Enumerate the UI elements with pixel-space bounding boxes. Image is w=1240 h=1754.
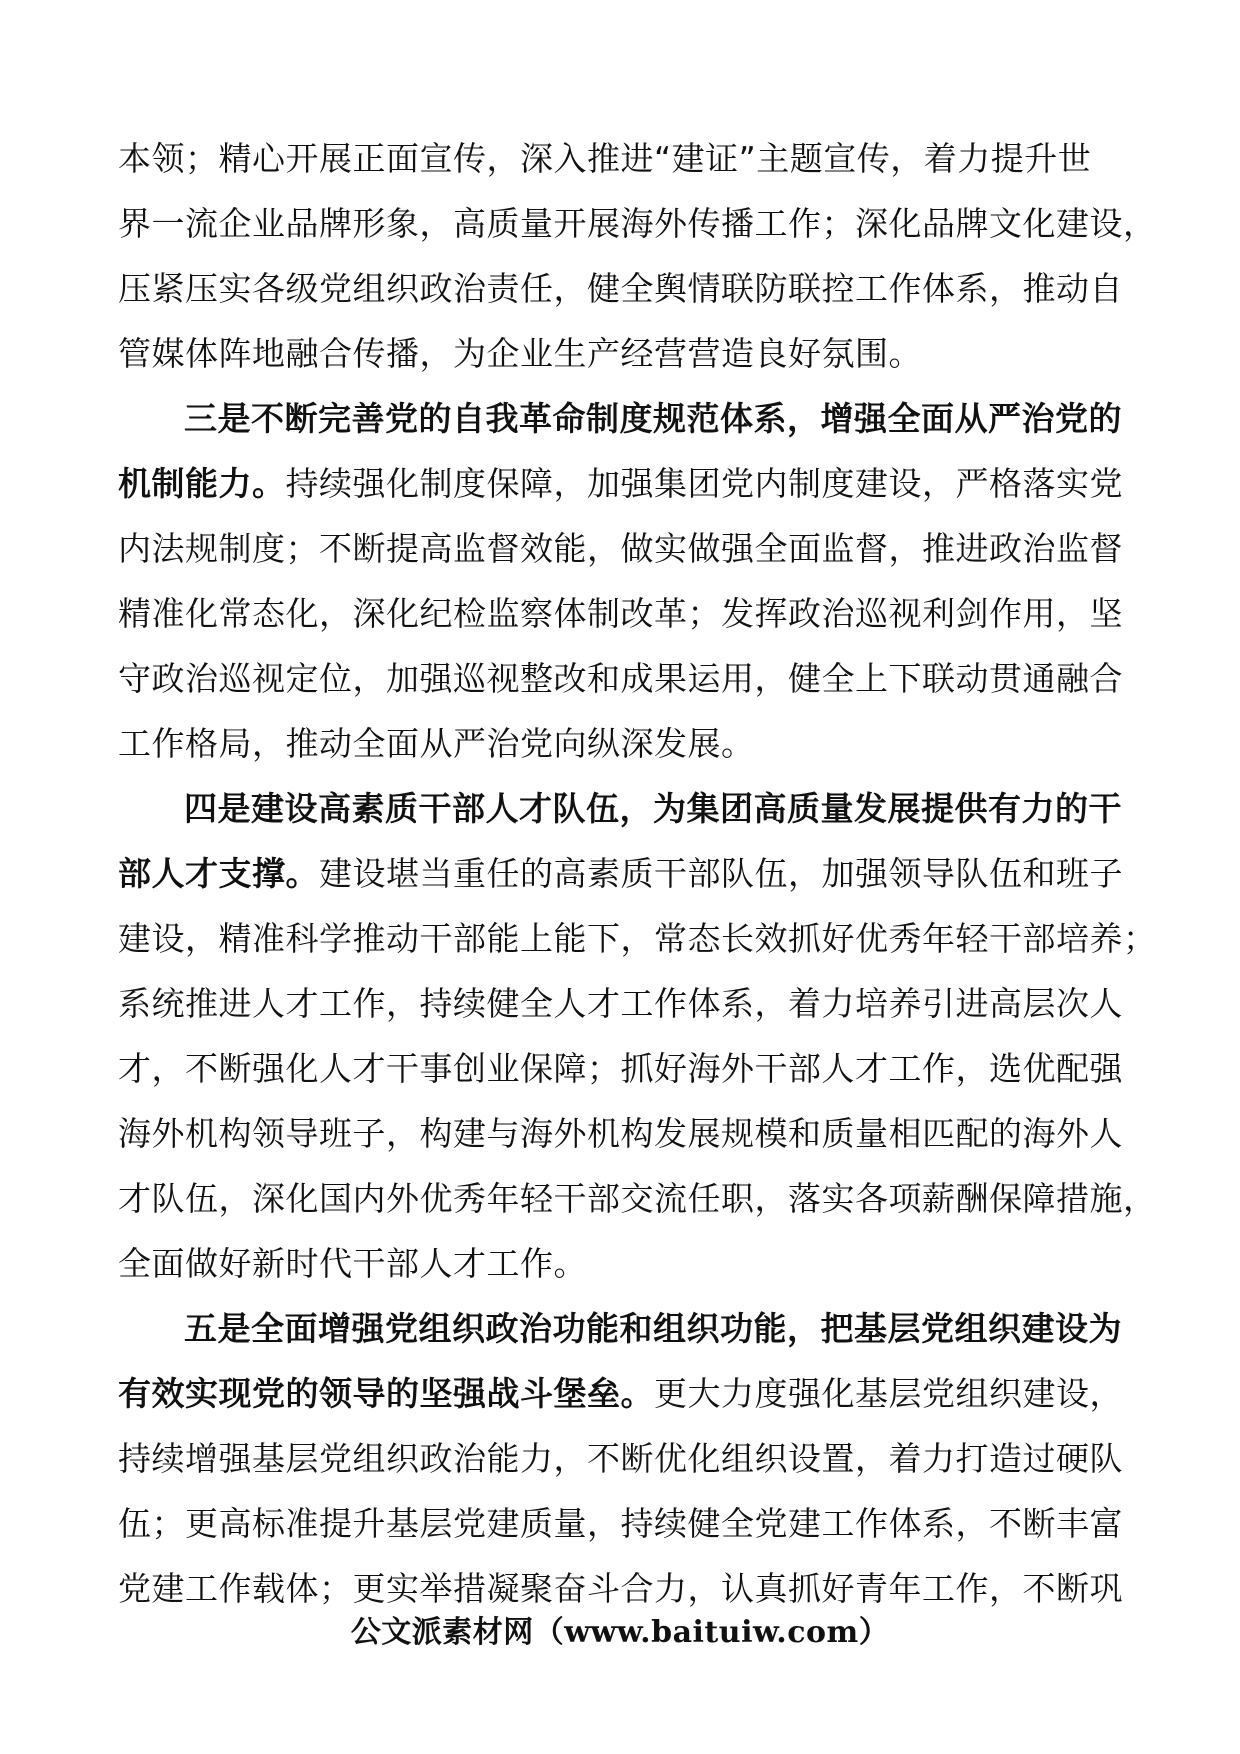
section-heading-3: 三是不断完善党的自我革命制度规范体系，增强全面从严治党的 xyxy=(184,399,1122,438)
section-heading-line xyxy=(118,776,1128,841)
text-line: 建设，精准科学推动干部能上能下，常态长效抓好优秀年轻干部培养； xyxy=(118,919,1157,958)
section-heading-line xyxy=(118,1296,1128,1361)
section-heading-3-end: 机制能力。 xyxy=(118,464,286,503)
text-line: 全面做好新时代干部人才工作。 xyxy=(118,1244,587,1283)
section-heading-5: 五是全面增强党组织政治功能和组织功能，把基层党组织建设为 xyxy=(184,1309,1122,1348)
text-line: 部人才支撑。建设堪当重任的高素质干部队伍，加强领导队伍和班子 xyxy=(118,854,1123,893)
text-line: 守政治巡视定位，加强巡视整改和成果运用，健全上下联动贯通融合 xyxy=(118,659,1123,698)
section-heading-line xyxy=(118,386,1128,451)
text-line: 压紧压实各级党组织政治责任，健全舆情联防联控工作体系，推动自 xyxy=(118,269,1123,308)
section-heading-5-end: 有效实现党的领导的坚强战斗堡垒。 xyxy=(118,1374,654,1413)
text-line: 精准化常态化，深化纪检监察体制改革；发挥政治巡视利剑作用，坚 xyxy=(118,594,1123,633)
text-line: 机制能力。持续强化制度保障，加强集团党内制度建设，严格落实党 xyxy=(118,464,1123,503)
section-heading-4: 四是建设高素质干部人才队伍，为集团高质量发展提供有力的干 xyxy=(184,789,1122,828)
text-line: 本领；精心开展正面宣传，深入推进“建证”主题宣传，着力提升世 xyxy=(118,139,1092,178)
text-line: 内法规制度；不断提高监督效能，做实做强全面监督，推进政治监督 xyxy=(118,529,1123,568)
text-line: 持续增强基层党组织政治能力，不断优化组织设置，着力打造过硬队 xyxy=(118,1439,1123,1478)
text-line: 海外机构领导班子，构建与海外机构发展规模和质量相匹配的海外人 xyxy=(118,1114,1123,1153)
footer-watermark: 公文派素材网（www.baituiw.com） xyxy=(350,1615,890,1650)
text-line: 伍；更高标准提升基层党建质量，持续健全党建工作体系，不断丰富 xyxy=(118,1504,1123,1543)
text-line: 管媒体阵地融合传播，为企业生产经营营造良好氛围。 xyxy=(118,334,922,373)
section-heading-4-end: 部人才支撑。 xyxy=(118,854,319,893)
document-body xyxy=(118,126,1157,1621)
text-line: 系统推进人才工作，持续健全人才工作体系，着力培养引进高层次人 xyxy=(118,984,1123,1023)
text-line: 工作格局，推动全面从严治党向纵深发展。 xyxy=(118,724,755,763)
text-line: 有效实现党的领导的坚强战斗堡垒。更大力度强化基层党组织建设， xyxy=(118,1374,1123,1413)
text-line: 党建工作载体；更实举措凝聚奋斗合力，认真抓好青年工作，不断巩 xyxy=(118,1569,1123,1608)
text-line: 界一流企业品牌形象，高质量开展海外传播工作；深化品牌文化建设， xyxy=(118,204,1157,243)
text-line: 才队伍，深化国内外优秀年轻干部交流任职，落实各项薪酬保障措施， xyxy=(118,1179,1157,1218)
text-line: 才，不断强化人才干事创业保障；抓好海外干部人才工作，选优配强 xyxy=(118,1049,1123,1088)
